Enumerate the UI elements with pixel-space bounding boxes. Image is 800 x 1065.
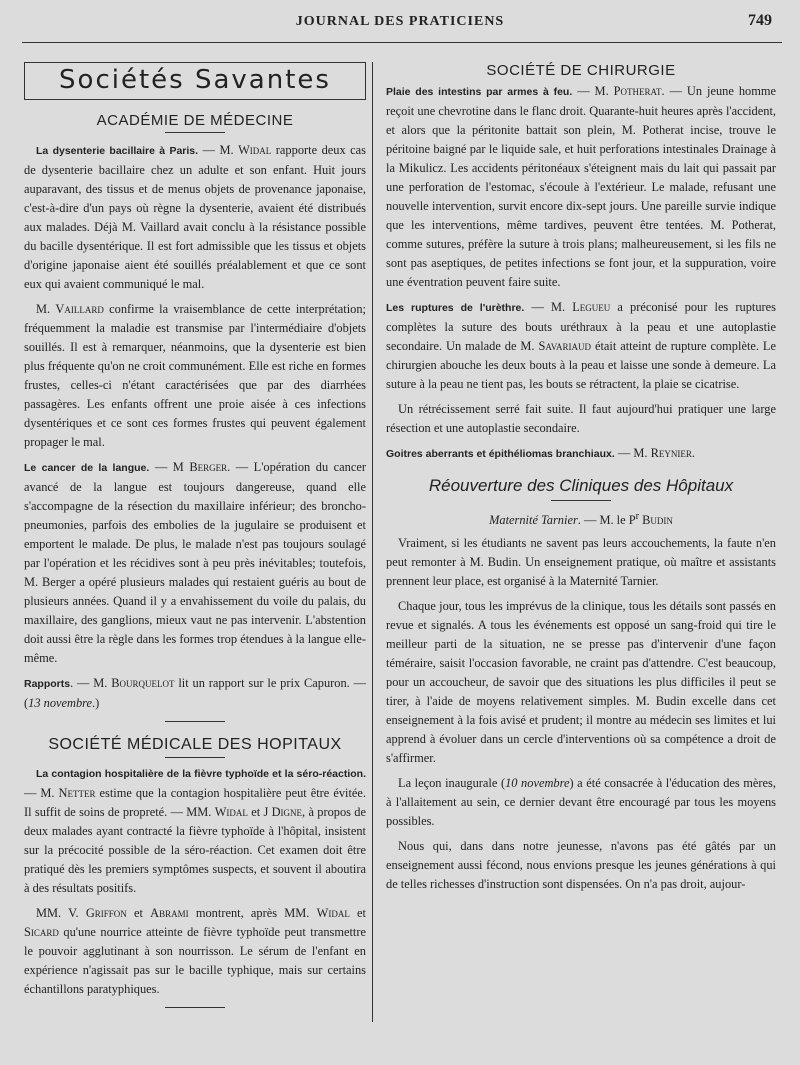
author-name: Netter (58, 786, 96, 800)
runin-heading: La dysenterie bacillaire à Paris. (36, 145, 199, 157)
chirurgie-paragraph-urethre (386, 298, 776, 394)
cliniques-title: Réouverture des Cliniques des Hôpitaux (428, 476, 734, 495)
author-name: Digne (271, 805, 303, 819)
date: 10 novembre (505, 776, 570, 791)
runin-heading: Le cancer de la langue. (24, 462, 150, 474)
author-name: Savariaud (538, 339, 592, 353)
medicale-end-rule (165, 1007, 225, 1008)
paragraph-text: , à propos de deux malades ayant contracté la fièvre typhoïde à l'hôpital, insistent sur la précocité possible de la séro-réaction. Cet examen doit être pratiqué dès les premiers symptômes suspects, et souvent il aboutira à des résultats positifs. (24, 805, 366, 895)
author-name: Griffon (85, 906, 127, 920)
place-name: Maternité Tarnier (489, 513, 578, 528)
author-name: Reynier (650, 446, 692, 460)
author-name: Legueu (572, 300, 611, 314)
runin-heading: La contagion hospitalière de la fièvre typhoïde et la séro-réaction. (36, 768, 366, 780)
paragraph-text: lit un rapport sur le prix Capuron. — ( (24, 676, 366, 710)
cliniques-paragraph-4: Nous qui, dans dans notre jeunesse, n'avons pas été gâtés par un enseignement aussi fécond, nous envions presque les jeunes générations à qui de telles richesses d'instruction sont dispensées. On n'a pas droit, aujour- (386, 839, 776, 892)
runin-heading: Goitres aberrants et épithéliomas branchiaux. (386, 448, 615, 460)
runin-heading: Rapports (24, 678, 71, 690)
academie-title: ACADÉMIE DE MÉDECINE (96, 112, 294, 129)
dash: — M. (24, 786, 59, 800)
paragraph-text: et J (247, 805, 272, 819)
paragraph-text: montrent, après MM. (188, 906, 317, 920)
paragraph-text: estime que la contagion hospitalière peut être évitée. Il suffit de soins de propreté. — MM. (24, 786, 366, 819)
academie-paragraph-vaillard (24, 300, 366, 452)
paragraph-text: confirme la vraisemblance de cette interprétation; fréquemment la maladie est transmise par l'intermédiaire d'objets souillés. Il est à remarquer, néanmoins, que la dysenterie est bien plus fréquente qu'on ne croit communément. Elle est riche en formes frustes, celles-ci n'étant caractérisées que par des diarrhées passagères. Les enfants offrent une proie aisée à ces infections dysentériques et ce sont ces formes frustes qui peuvent également propager le mal. (24, 302, 367, 449)
chirurgie-title: SOCIÉTÉ DE CHIRURGIE (486, 62, 676, 79)
author-name: Potherat (613, 84, 662, 98)
dash: — M. (524, 300, 573, 314)
paragraph-text: ) a été consacrée à l'éducation des mères, à l'allaitement au sein, ce dernier devant être encouragé par tous les moyens possibles. (386, 776, 776, 829)
paragraph-end: .) (92, 696, 100, 710)
cliniques-subtitle (386, 507, 776, 530)
author-name: Widal (316, 906, 350, 920)
author-name: Abrami (150, 906, 189, 920)
academie-paragraph-cancer (24, 458, 366, 668)
academie-end-rule (165, 721, 225, 722)
medicale-title: SOCIÉTÉ MÉDICALE DES HOPITAUX (48, 736, 342, 753)
chirurgie-paragraph-plaie (386, 82, 776, 292)
paragraph-text: . — Un jeune homme reçoit une chevrotine dans le flanc droit. Quarante-huit heures après l'accident, et alors que la péritonite battait son plein, M. Potherat incise, trouve le péritoine baigné par le liquide sale, et huit perforations intestinales Drainage à la Mikulicz. Les accidents péritonéaux s'éteignent mais du lait qui passait par une perforation de l'estomac, s'écoule à l'extérieur. Le malade, refusant une nouvelle intervention, survit encore dix-sept jours. Une pareille survie indique que les interventions, même tardives, peuvent être tentées. M. Potherat, comme sutures, préfère la suture à trois plans; malheureusement, si les fils ne sont pas aseptiques, de petites infections se font jour, et la suppuration, voire une éventration peuvent faire suite. (386, 84, 776, 289)
chirurgie-paragraph-goitres (386, 444, 776, 464)
paragraph-text: a préconisé pour les ruptures complètes la suture des bouts uréthraux à la peau et une autoplastie secondaire. Un malade de M. (386, 300, 776, 353)
paragraph-text: et (126, 906, 151, 920)
author-name: Budin (639, 513, 673, 528)
runin-heading: Les ruptures de l'urèthre. (386, 302, 525, 314)
prefix: MM. V. (36, 906, 86, 920)
academie-paragraph-rapports (24, 674, 366, 713)
paragraph-text: . — L'opération du cancer avancé de la langue est toujours dangereuse, quand elle s'accompagne de la résection du maxillaire inférieur; des broncho-pneumonies, parfois des embolies de la jugulaire se produisent et emportent le malade. De plus, le malade n'est pas toujours soulagé par l'opération et les récidives sont à peu près inévitables; toutefois, M. Berger a opéré plusieurs malades qui restaient guéris au bout de plusieurs années. Quand il y a envahissement du voile du palais, du maxillaire, des ganglions, mieux vaut ne pas intervenir. L'abstention doit aussi être la règle dans les formes trop étendues à la langue elle-même. (24, 460, 367, 665)
paragraph-text: et (349, 906, 366, 920)
dash: — M. (572, 84, 614, 98)
author-name: Widal (238, 143, 272, 157)
right-column (386, 58, 776, 900)
dash: . — M. (70, 676, 112, 690)
column-divider (372, 62, 373, 1022)
author-name: Berger (189, 460, 228, 474)
header-rule (22, 42, 782, 43)
cliniques-paragraph-1: Vraiment, si les étudiants ne savent pas leurs accouchements, la faute n'en peut remonter à M. Budin. Un enseignement pratique, où maître et assistants prennent leur place, est organisé à la Maternité Tarnier. (386, 536, 776, 589)
cliniques-rule (551, 500, 611, 501)
paragraph-text: La leçon inaugurale ( (398, 776, 506, 791)
medicale-paragraph-griffon (24, 904, 366, 999)
cliniques-paragraph-3 (386, 774, 776, 831)
author-name: Bourquelot (111, 676, 175, 690)
running-title: JOURNAL DES PRATICIENS (295, 14, 505, 29)
paragraph-text: qu'une nourrice atteinte de fièvre typhoïde peut transmettre le pouvoir agglutinant à son nourrisson. Le sérum de l'enfant en expérience n'agissait pas sur le bacille typhique, mais sur certains échantillons paratyphiques. (24, 925, 366, 996)
subtitle-text: . — M. le P (577, 513, 636, 528)
superscript: r (635, 511, 640, 522)
academie-rule (165, 132, 225, 133)
dash: — M. (614, 446, 651, 460)
author-name: Vaillard (55, 302, 104, 316)
main-title: Sociétés Savantes (24, 62, 366, 100)
dash: — M (149, 460, 190, 474)
page-number: 749 (748, 12, 772, 29)
author-name: Widal (214, 805, 248, 819)
author-name: Sicard (24, 925, 59, 939)
cliniques-paragraph-2: Chaque jour, tous les imprévus de la clinique, tous les détails sont passés en revue et signalés. A tous les événements est opposé un sang-froid qui tire le meilleur parti de la situation, ne se presse pas d'intervenir d'une façon téméraire, saisit l'occasion favorable, ne craint pas d'attendre. C'est beaucoup, pour un accoucheur, de savoir que des situations les plus difficiles il peut se tirer, à l'aide de moyens relativement simples. M. Budin excelle dans cet enseignement à la fois avisé et prudent; il montre au médecin ses limites et lui apprend à évoluer dans un cercle d'interventions où sa compétence a droit de s'affirmer. (386, 599, 776, 766)
paragraph-end: . (691, 446, 695, 460)
chirurgie-paragraph-retrecissement: Un rétrécissement serré fait suite. Il faut aujourd'hui pratiquer une large résection et une autoplastie secondaire. (386, 402, 776, 435)
dash: — M. (198, 143, 239, 157)
paragraph-text: rapporte deux cas de dysenterie bacillaire chez un adulte et son enfant. Huit jours auparavant, des tissus et de menus objets de provenance japonaise, c'est-à-dire d'un pays où règne la dysenterie, avaient été distribués aux malades. Déjà M. Vaillard avait conclu à la résistance possible du bacille dysentérique. Il est fort admissible que les tissus et objets d'origine japonaise aient été souillés préalablement et que ce sont eux qui avaient communiqué le mal. (24, 143, 366, 291)
left-column (24, 58, 366, 1022)
academie-paragraph-dysenterie (24, 141, 366, 294)
running-header (0, 0, 800, 40)
paragraph-text: était atteint de rupture complète. Le chirurgien abouche les deux bouts à la peau et laisse une sonde à demeure. La suture à la peau ne tient pas, les bouts se rétractent, la plaie se cicatrise. (386, 339, 776, 391)
date: 13 novembre (28, 696, 93, 710)
runin-heading: Plaie des intestins par armes à feu. (386, 86, 573, 98)
prefix: M. (36, 302, 56, 316)
medicale-paragraph-contagion (24, 764, 366, 898)
medicale-rule (165, 757, 225, 758)
